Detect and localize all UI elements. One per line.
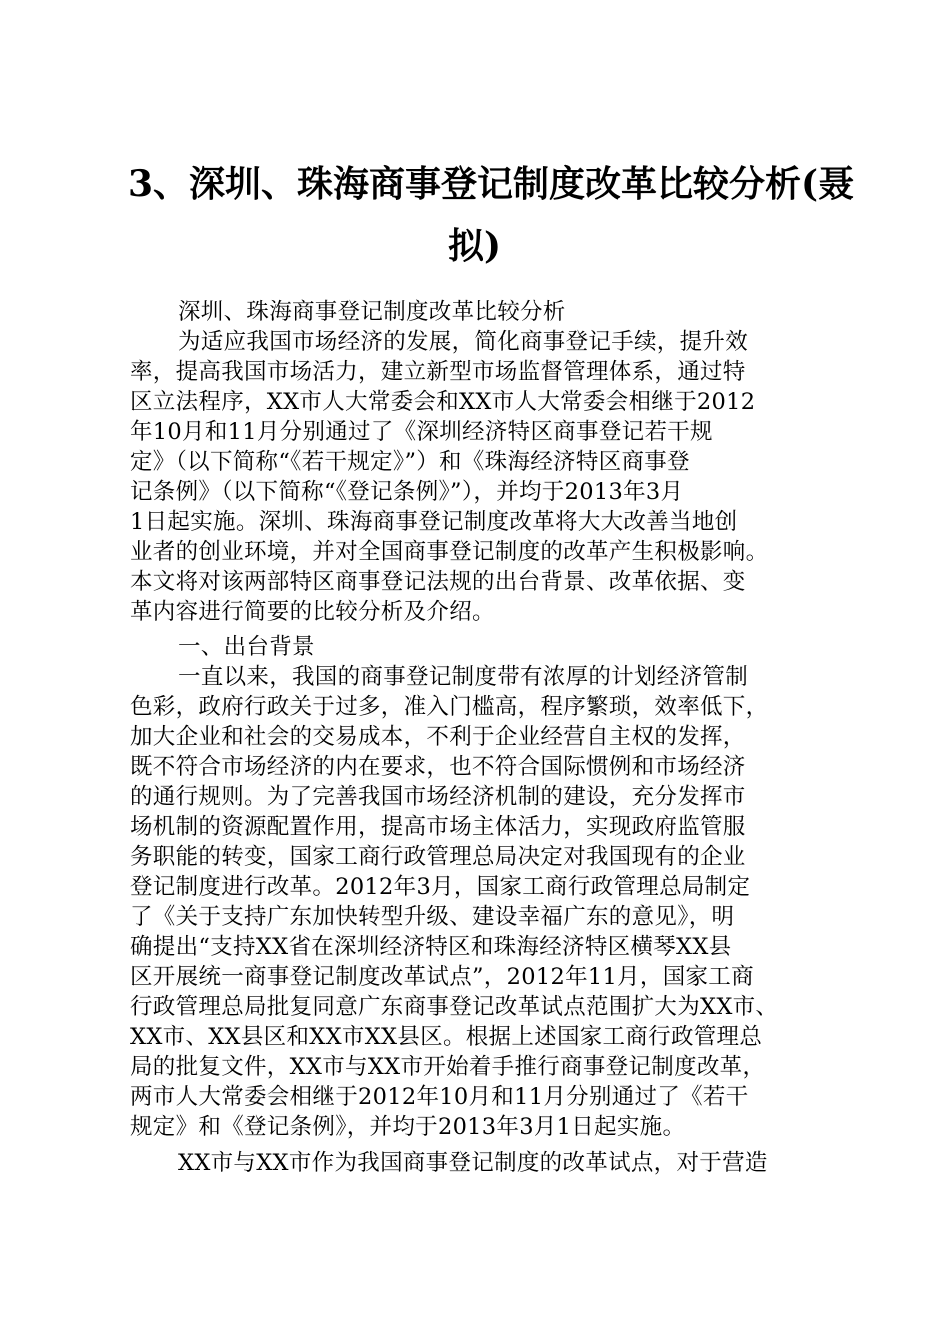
document-title-line-2: 拟) — [448, 225, 502, 267]
body-line: 的通行规则。为了完善我国市场经济机制的建设，充分发挥市 — [130, 784, 746, 810]
body-line: 了《关于支持广东加快转型升级、建设幸福广东的意见》，明 — [130, 904, 735, 930]
body-line: 加大企业和社会的交易成本，不利于企业经营自主权的发挥， — [130, 724, 746, 750]
body-line: 记条例》（以下简称“《登记条例》”），并均于2013年3月 — [130, 479, 684, 505]
document-title-line-1: 3、深圳、珠海商事登记制度改革比较分析(聂 — [128, 163, 855, 205]
body-line: 场机制的资源配置作用，提高市场主体活力，实现政府监管服 — [130, 814, 746, 840]
body-line: 规定》和《登记条例》，并均于2013年3月1日起实施。 — [130, 1114, 686, 1140]
body-line: 务职能的转变，国家工商行政管理总局决定对我国现有的企业 — [130, 844, 746, 870]
body-line: 年10月和11月分别通过了《深圳经济特区商事登记若干规 — [130, 419, 713, 445]
body-line: 1日起实施。深圳、珠海商事登记制度改革将大大改善当地创 — [130, 509, 738, 535]
body-line: 一直以来，我国的商事登记制度带有浓厚的计划经济管制 — [178, 664, 749, 690]
body-line: 为适应我国市场经济的发展，简化商事登记手续，提升效 — [178, 329, 749, 355]
body-line: 区开展统一商事登记制度改革试点”，2012年11月，国家工商 — [130, 964, 754, 990]
body-line: 确提出“支持XX省在深圳经济特区和珠海经济特区横琴XX县 — [130, 934, 732, 960]
body-line: 色彩，政府行政关于过多，准入门槛高，程序繁琐，效率低下， — [130, 694, 769, 720]
body-line: 既不符合市场经济的内在要求，也不符合国际惯例和市场经济 — [130, 754, 746, 780]
body-line: 行政管理总局批复同意广东商事登记改革试点范围扩大为XX市、 — [130, 994, 779, 1020]
body-line: 定》（以下简称“《若干规定》”）和《珠海经济特区商事登 — [130, 449, 690, 475]
section-heading: 一、出台背景 — [178, 634, 315, 660]
body-line: 率，提高我国市场活力，建立新型市场监督管理体系，通过特 — [130, 359, 746, 385]
body-line: 本文将对该两部特区商事登记法规的出台背景、改革依据、变 — [130, 569, 746, 595]
body-line: 局的批复文件，XX市与XX市开始着手推行商事登记制度改革， — [130, 1054, 766, 1080]
body-line: 登记制度进行改革。2012年3月，国家工商行政管理总局制定 — [130, 874, 751, 900]
body-line: 革内容进行简要的比较分析及介绍。 — [130, 599, 495, 625]
body-line: 两市人大常委会相继于2012年10月和11月分别通过了《若干 — [130, 1084, 749, 1110]
body-line: XX市、XX县区和XX市XX县区。根据上述国家工商行政管理总 — [130, 1024, 763, 1050]
subtitle-line: 深圳、珠海商事登记制度改革比较分析 — [178, 299, 566, 325]
body-line: XX市与XX市作为我国商事登记制度的改革试点，对于营造 — [178, 1150, 768, 1176]
body-line: 业者的创业环境，并对全国商事登记制度的改革产生积极影响。 — [130, 539, 769, 565]
body-line: 区立法程序，XX市人大常委会和XX市人大常委会相继于2012 — [130, 389, 756, 415]
